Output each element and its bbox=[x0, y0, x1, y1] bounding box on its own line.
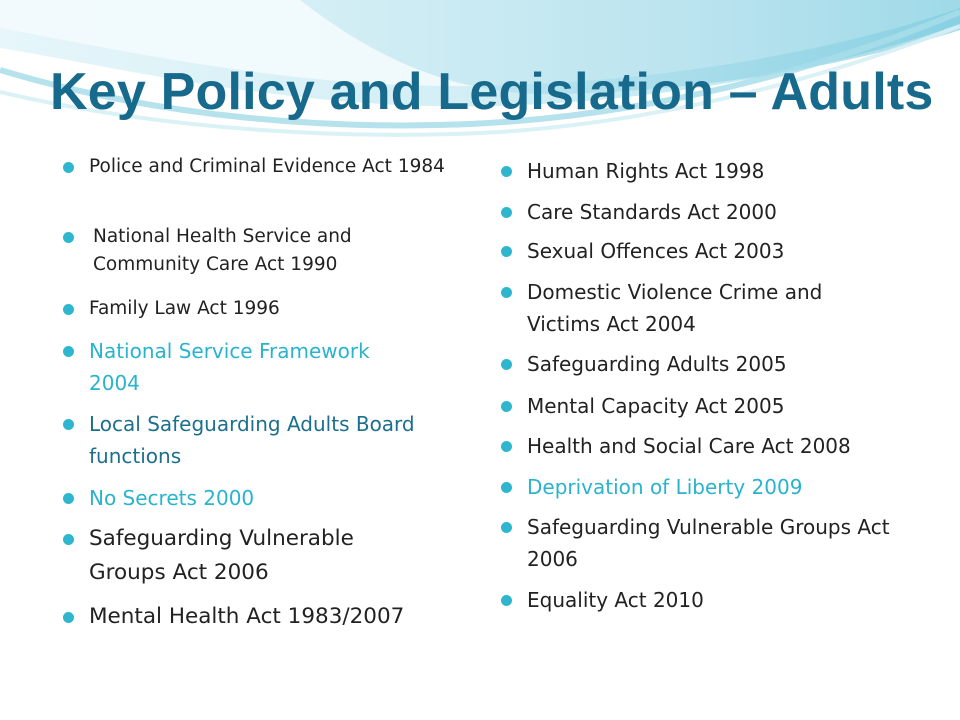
list-item bbox=[527, 511, 907, 575]
list-item bbox=[89, 153, 459, 181]
bullet-icon bbox=[63, 232, 74, 243]
list-item-text: National Health Service and Community Care Act 1990 bbox=[93, 226, 352, 275]
list-item bbox=[89, 408, 459, 472]
list-item bbox=[527, 390, 784, 422]
list-item bbox=[527, 196, 777, 228]
list-item bbox=[89, 522, 389, 590]
list-item-text: Sexual Offences Act 2003 bbox=[527, 239, 785, 263]
list-item-text: Police and Criminal Evidence Act 1984 bbox=[89, 156, 445, 177]
bullet-icon bbox=[501, 166, 512, 177]
bullet-icon bbox=[501, 522, 512, 533]
list-item bbox=[527, 430, 851, 462]
list-item-text: Safeguarding Vulnerable Groups Act 2006 bbox=[89, 526, 354, 585]
list-item-text: Mental Health Act 1983/2007 bbox=[89, 604, 405, 629]
bullet-icon bbox=[501, 441, 512, 452]
bullet-icon bbox=[501, 207, 512, 218]
bullet-icon bbox=[63, 162, 74, 173]
list-item bbox=[527, 235, 784, 267]
list-item bbox=[527, 348, 787, 380]
list-item-text: Equality Act 2010 bbox=[527, 588, 704, 612]
list-item-text: Local Safeguarding Adults Board functions bbox=[89, 412, 415, 468]
bullet-icon bbox=[501, 595, 512, 606]
bullet-icon bbox=[63, 304, 74, 315]
bullet-icon bbox=[63, 346, 74, 357]
bullet-icon bbox=[501, 246, 512, 257]
list-item-text: Safeguarding Adults 2005 bbox=[527, 352, 787, 376]
list-item bbox=[527, 155, 764, 187]
list-item-text: Health and Social Care Act 2008 bbox=[527, 434, 851, 458]
bullet-icon bbox=[63, 612, 74, 623]
list-item-text: No Secrets 2000 bbox=[89, 486, 255, 510]
list-item bbox=[89, 482, 254, 514]
list-item bbox=[89, 295, 280, 323]
bullet-icon bbox=[63, 419, 74, 430]
slide-title: Key Policy and Legislation – Adults bbox=[50, 63, 934, 121]
list-item-text: Care Standards Act 2000 bbox=[527, 200, 777, 224]
list-item bbox=[527, 471, 802, 503]
bullet-icon bbox=[501, 359, 512, 370]
list-item bbox=[89, 335, 419, 399]
list-item-text: National Service Framework 2004 bbox=[89, 339, 370, 395]
bullet-icon bbox=[501, 287, 512, 298]
bullet-icon bbox=[63, 534, 74, 545]
list-item-text: Family Law Act 1996 bbox=[89, 298, 280, 319]
list-item-text: Deprivation of Liberty 2009 bbox=[527, 475, 803, 499]
list-item bbox=[527, 584, 704, 616]
list-item bbox=[89, 223, 423, 279]
list-item-text: Domestic Violence Crime and Victims Act 2004 bbox=[527, 280, 823, 336]
bullet-icon bbox=[501, 482, 512, 493]
bullet-icon bbox=[63, 493, 74, 504]
list-item-text: Safeguarding Vulnerable Groups Act 2006 bbox=[527, 515, 890, 571]
bullet-icon bbox=[501, 401, 512, 412]
list-item bbox=[527, 276, 877, 340]
list-item-text: Human Rights Act 1998 bbox=[527, 159, 765, 183]
list-item-text: Mental Capacity Act 2005 bbox=[527, 394, 785, 418]
list-item bbox=[89, 600, 404, 634]
